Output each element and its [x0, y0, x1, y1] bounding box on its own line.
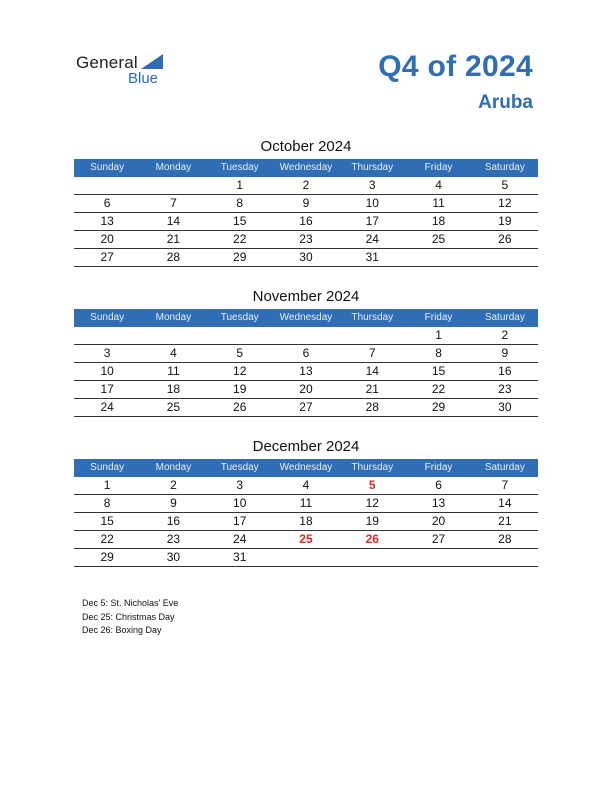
day-cell — [339, 327, 405, 344]
month-november — [74, 286, 538, 417]
day-cell: 8 — [103, 496, 111, 510]
day-cell: 25 — [431, 232, 446, 246]
day-cell: 31 — [233, 550, 247, 564]
weekday-label: Wednesday — [279, 462, 333, 473]
day-cell: 30 — [299, 250, 313, 264]
week-row — [74, 399, 538, 417]
day-cell: 4 — [170, 346, 177, 360]
day-cell: 30 — [166, 550, 181, 564]
month-title: December 2024 — [252, 438, 360, 455]
weekday-label: Wednesday — [279, 312, 333, 323]
day-cell: 23 — [299, 232, 313, 246]
weekday-label: Friday — [424, 312, 453, 323]
day-cell: 13 — [299, 364, 313, 378]
week-row — [74, 381, 538, 399]
weekday-label: Tuesday — [220, 312, 259, 323]
day-cell: 10 — [233, 496, 247, 510]
day-cell: 21 — [166, 232, 181, 246]
day-cell: 4 — [435, 178, 442, 192]
day-cell: 16 — [166, 514, 181, 528]
day-cell — [140, 327, 206, 344]
weekday-label: Thursday — [351, 462, 394, 473]
day-cell: 11 — [167, 364, 180, 378]
day-cell — [273, 327, 339, 344]
day-cell — [472, 549, 538, 566]
day-cell: 1 — [435, 328, 442, 342]
day-cell: 27 — [431, 532, 446, 546]
day-cell: 26 — [365, 532, 379, 546]
week-row — [74, 549, 538, 567]
day-cell: 2 — [501, 328, 509, 342]
day-cell: 18 — [431, 214, 446, 228]
week-row — [74, 363, 538, 381]
day-cell: 29 — [233, 250, 247, 264]
day-cell: 26 — [233, 400, 247, 414]
logo — [76, 50, 176, 90]
week-row — [74, 477, 538, 495]
day-cell: 30 — [498, 400, 512, 414]
day-cell: 16 — [498, 364, 512, 378]
day-cell: 1 — [103, 478, 111, 492]
day-cell: 22 — [431, 382, 446, 396]
day-cell: 4 — [302, 478, 310, 492]
day-cell: 20 — [299, 382, 313, 396]
day-cell: 10 — [365, 196, 379, 210]
day-cell: 13 — [431, 496, 446, 510]
week-row — [74, 531, 538, 549]
day-cell: 24 — [233, 532, 247, 546]
weekday-header — [74, 159, 538, 177]
day-cell: 13 — [100, 214, 114, 228]
day-cell: 12 — [498, 196, 512, 210]
week-row — [74, 177, 538, 195]
day-cell: 22 — [100, 532, 114, 546]
day-cell: 19 — [498, 214, 512, 228]
day-cell: 11 — [299, 496, 313, 510]
month-october — [74, 136, 538, 267]
weekday-label: Tuesday — [220, 162, 259, 173]
weekday-label: Monday — [155, 462, 192, 473]
month-title: November 2024 — [252, 288, 360, 305]
day-cell — [472, 249, 538, 266]
week-row — [74, 513, 538, 531]
day-cell: 8 — [236, 196, 244, 210]
holiday-note: Dec 26: Boxing Day — [82, 625, 162, 635]
day-cell: 17 — [365, 214, 379, 228]
weekday-label: Sunday — [90, 312, 125, 323]
day-cell: 9 — [170, 496, 177, 510]
day-cell — [405, 549, 471, 566]
day-cell: 7 — [170, 196, 177, 210]
weekday-header — [74, 459, 538, 477]
weekday-label: Saturday — [484, 162, 525, 173]
holiday-notes — [82, 597, 178, 638]
day-cell: 28 — [166, 250, 181, 264]
day-cell: 16 — [299, 214, 313, 228]
day-cell: 15 — [100, 514, 114, 528]
day-cell: 25 — [299, 532, 313, 546]
day-cell: 12 — [233, 364, 247, 378]
week-row — [74, 345, 538, 363]
day-cell: 19 — [233, 382, 247, 396]
weekday-label: Thursday — [351, 312, 394, 323]
day-cell: 20 — [431, 514, 446, 528]
week-row — [74, 231, 538, 249]
day-cell: 2 — [302, 178, 310, 192]
day-cell: 20 — [100, 232, 114, 246]
day-cell: 7 — [501, 478, 509, 492]
month-title: October 2024 — [260, 138, 352, 155]
day-cell: 15 — [233, 214, 247, 228]
day-cell — [74, 327, 140, 344]
weekday-label: Thursday — [351, 162, 394, 173]
day-cell: 12 — [365, 496, 379, 510]
day-cell: 3 — [103, 346, 111, 360]
day-cell: 28 — [365, 400, 379, 414]
day-cell: 21 — [498, 514, 512, 528]
day-cell: 26 — [498, 232, 512, 246]
day-cell: 18 — [166, 382, 181, 396]
day-cell: 5 — [368, 478, 376, 492]
day-cell: 18 — [299, 514, 313, 528]
day-cell — [140, 177, 206, 194]
holiday-note: Dec 25: Christmas Day — [82, 611, 175, 622]
day-cell: 7 — [368, 346, 376, 360]
holiday-note: Dec 5: St. Nicholas’ Eve — [82, 598, 179, 608]
day-cell: 3 — [368, 178, 376, 192]
day-cell: 11 — [432, 196, 445, 210]
week-row — [74, 327, 538, 345]
day-cell: 6 — [103, 196, 111, 210]
week-row — [74, 195, 538, 213]
day-cell: 6 — [435, 478, 442, 492]
weekday-label: Monday — [155, 162, 192, 173]
day-cell: 21 — [365, 382, 379, 396]
day-cell: 29 — [431, 400, 446, 414]
day-cell: 1 — [236, 178, 244, 192]
day-cell: 5 — [501, 178, 509, 192]
day-cell: 14 — [166, 214, 181, 228]
weekday-label: Wednesday — [279, 162, 333, 173]
week-row — [74, 213, 538, 231]
logo-blue-text: Blue — [128, 70, 159, 87]
day-cell: 29 — [100, 550, 114, 564]
logo-triangle-icon — [141, 54, 163, 69]
day-cell: 9 — [501, 346, 509, 360]
country-name: Aruba — [478, 92, 533, 113]
day-cell: 22 — [233, 232, 247, 246]
day-cell: 17 — [233, 514, 247, 528]
day-cell: 14 — [365, 364, 379, 378]
day-cell: 23 — [498, 382, 512, 396]
week-row — [74, 249, 538, 267]
weekday-label: Saturday — [484, 312, 525, 323]
day-cell: 14 — [498, 496, 512, 510]
day-cell: 27 — [299, 400, 313, 414]
day-cell: 6 — [302, 346, 310, 360]
day-cell: 24 — [100, 400, 114, 414]
day-cell: 25 — [166, 400, 181, 414]
day-cell — [273, 549, 339, 566]
day-cell: 3 — [236, 478, 244, 492]
weekday-label: Friday — [424, 162, 453, 173]
day-cell: 9 — [302, 196, 310, 210]
day-cell: 2 — [170, 478, 177, 492]
weekday-label: Saturday — [484, 462, 525, 473]
weekday-header — [74, 309, 538, 327]
day-cell — [207, 327, 273, 344]
day-cell: 19 — [365, 514, 379, 528]
day-cell — [405, 249, 471, 266]
week-row — [74, 495, 538, 513]
day-cell: 15 — [431, 364, 446, 378]
day-cell: 10 — [100, 364, 114, 378]
day-cell: 17 — [100, 382, 114, 396]
day-cell: 28 — [498, 532, 512, 546]
day-cell: 31 — [365, 250, 379, 264]
weekday-label: Sunday — [90, 462, 125, 473]
page-title: Q4 of 2024 — [378, 50, 533, 83]
month-december — [74, 436, 538, 567]
day-cell: 23 — [166, 532, 181, 546]
day-cell: 27 — [100, 250, 114, 264]
day-cell — [339, 549, 405, 566]
day-cell — [74, 177, 140, 194]
weekday-label: Friday — [424, 462, 453, 473]
weekday-label: Monday — [155, 312, 192, 323]
logo-general-text: General — [76, 53, 138, 72]
day-cell: 5 — [236, 346, 244, 360]
day-cell: 24 — [365, 232, 379, 246]
day-cell: 8 — [435, 346, 442, 360]
weekday-label: Sunday — [90, 162, 125, 173]
weekday-label: Tuesday — [220, 462, 259, 473]
